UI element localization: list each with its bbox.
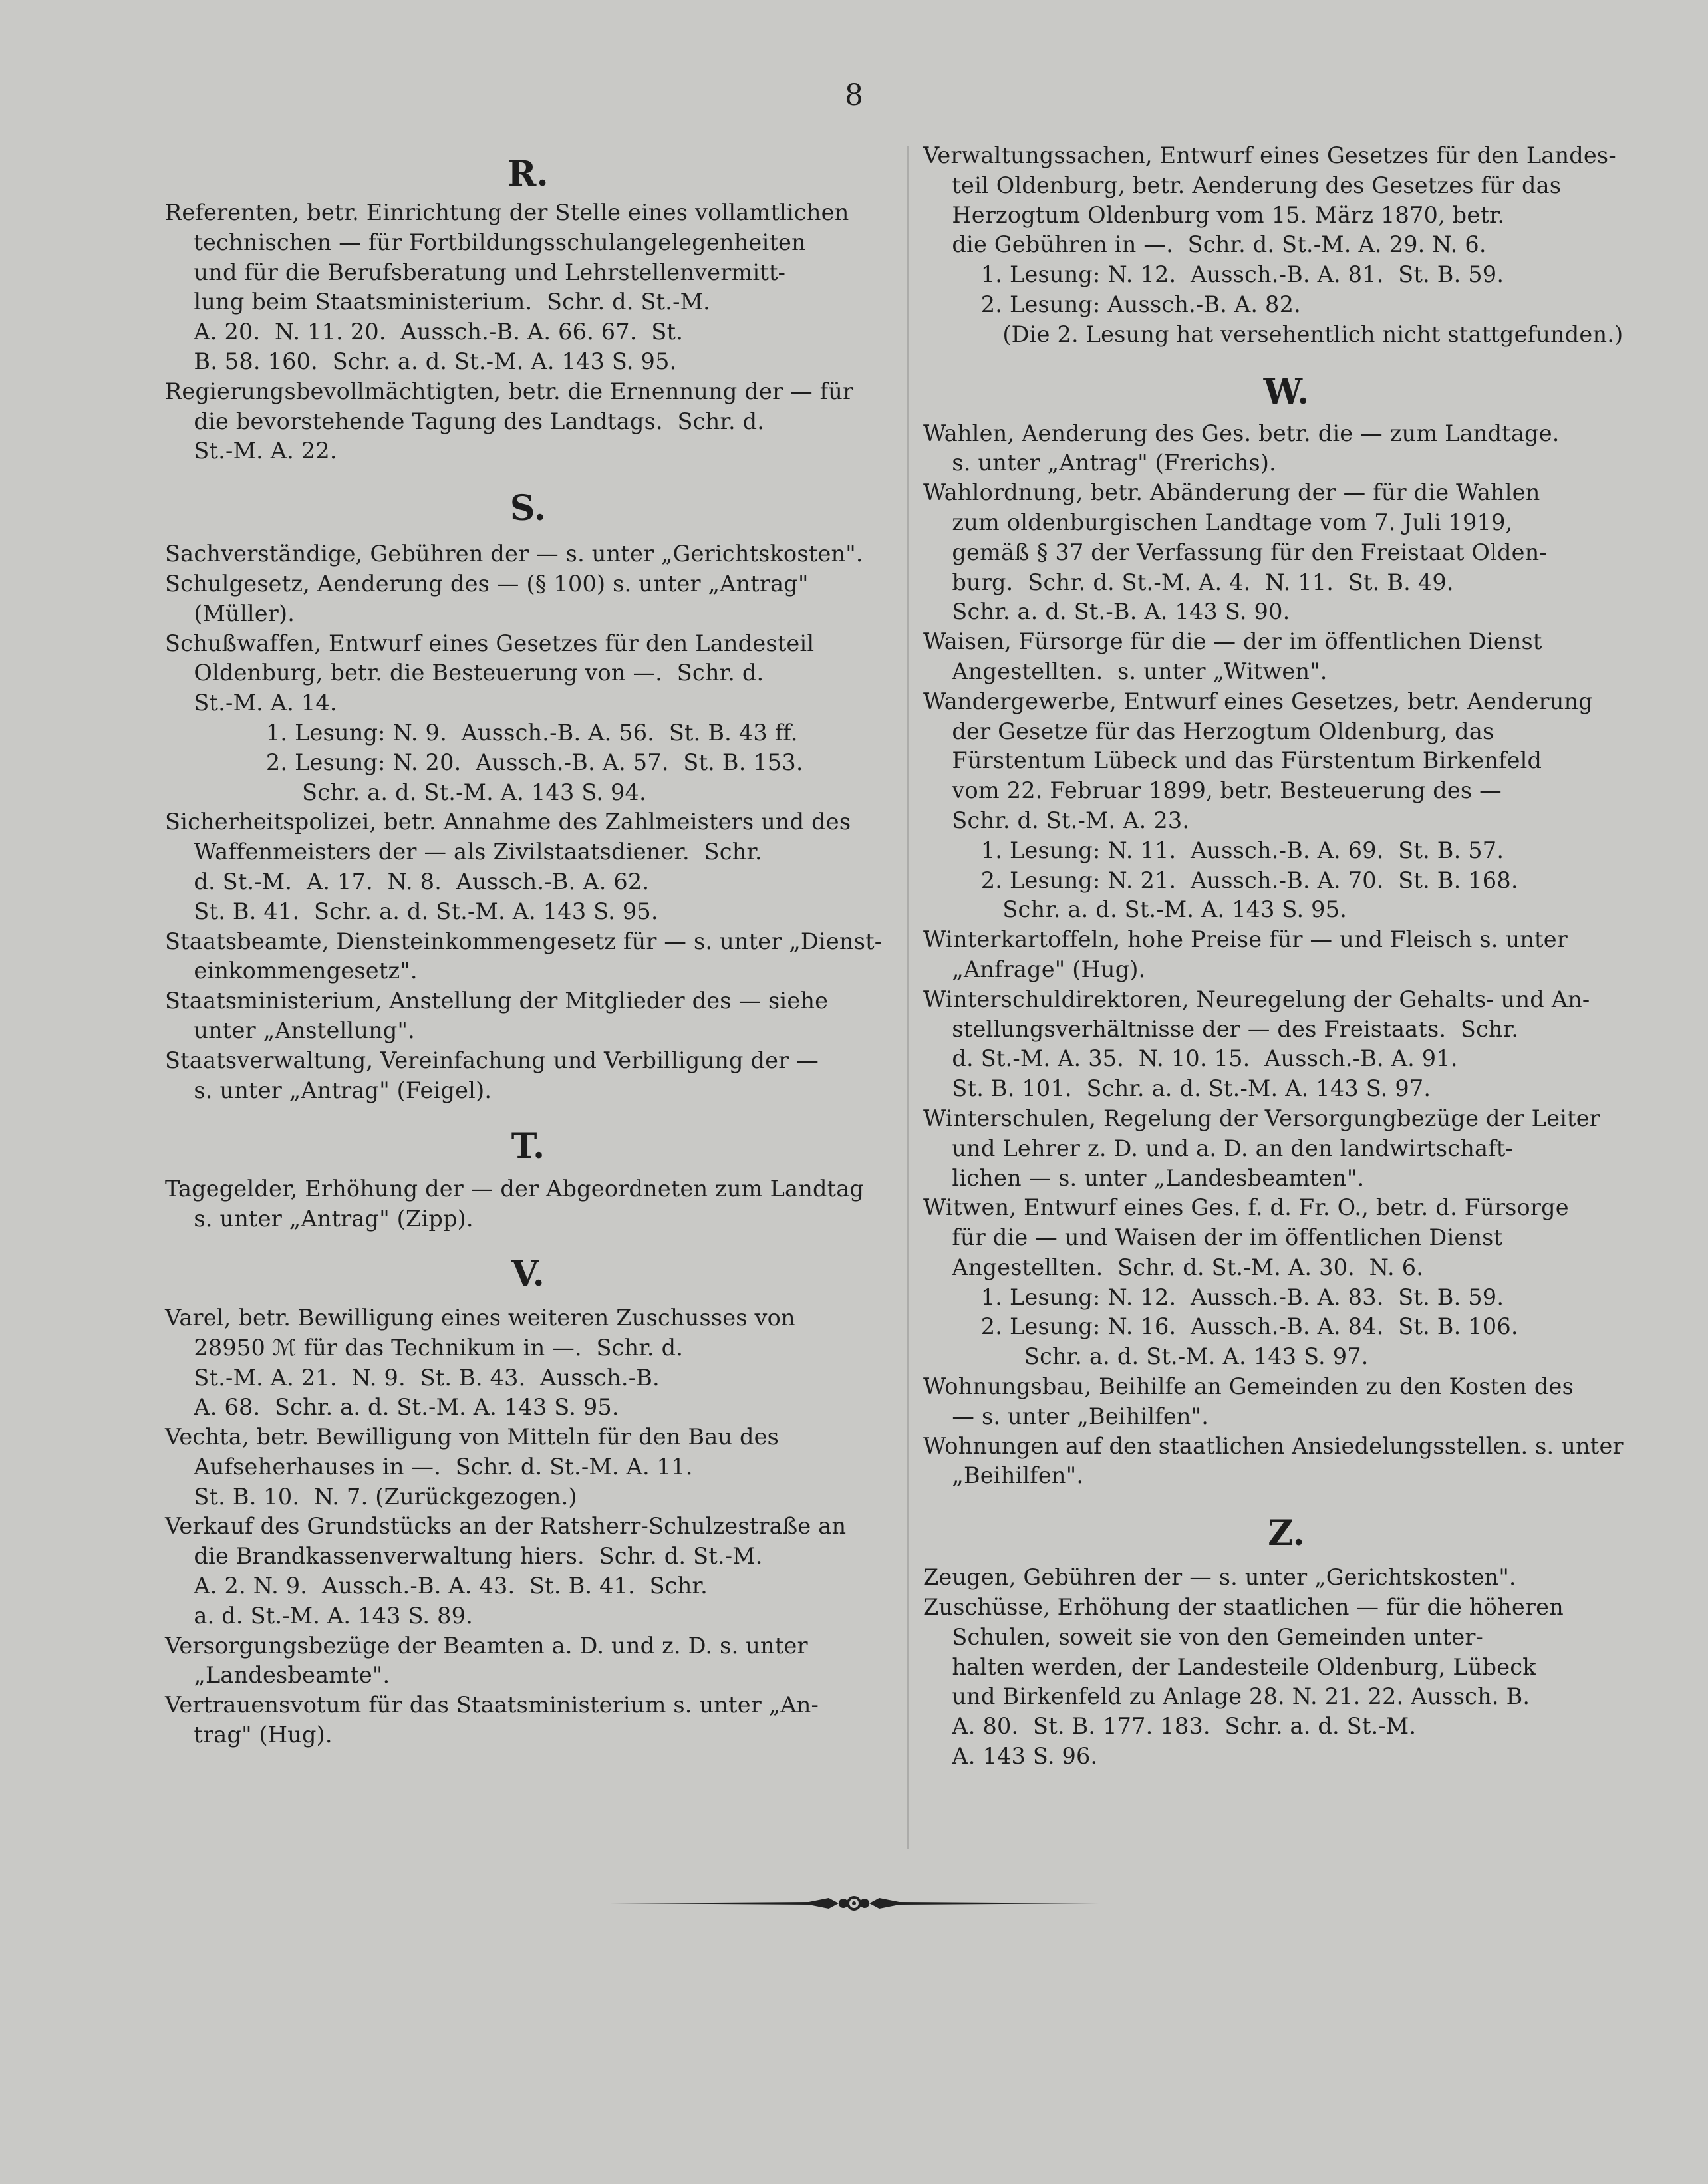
entry-line: trag" (Hug). <box>165 1722 333 1748</box>
entry-line: 2. Lesung: N. 16. Aussch.-B. A. 84. St. B. 106. <box>923 1313 1518 1340</box>
entry-line: Angestellten. Schr. d. St.-M. A. 30. N. 6. <box>923 1254 1424 1280</box>
left-column <box>165 141 891 1750</box>
entry-line: St. B. 41. Schr. a. d. St.-M. A. 143 S. 95. <box>165 898 658 924</box>
entry-line: die Gebühren in —. Schr. d. St.-M. A. 29. N. 6. <box>923 231 1487 258</box>
entry-line: lichen — s. unter „Landesbeamten". <box>923 1164 1365 1191</box>
entry-line: Versorgungsbezüge der Beamten a. D. und z. D. s. unter <box>165 1632 808 1659</box>
entry-line: Wohnungsbau, Beihilfe an Gemeinden zu den Kosten des <box>923 1373 1574 1400</box>
entry-line: a. d. St.-M. A. 143 S. 89. <box>165 1602 473 1629</box>
index-entry <box>165 629 891 808</box>
column-divider <box>907 146 909 1849</box>
page-number: 8 <box>845 78 863 112</box>
entry-line: und Birkenfeld zu Anlage 28. N. 21. 22. Aussch. B. <box>923 1683 1530 1710</box>
entry-line: 28950 ℳ für das Technikum in —. Schr. d. <box>165 1334 684 1361</box>
entry-line: Wandergewerbe, Entwurf eines Gesetzes, betr. Aenderung <box>923 688 1593 714</box>
entry-line: A. 143 S. 96. <box>923 1743 1098 1770</box>
entry-line: s. unter „Antrag" (Frerichs). <box>923 450 1276 476</box>
index-entry <box>165 539 891 569</box>
entry-line: Waisen, Fürsorge für die — der im öffentlichen Dienst <box>923 628 1542 655</box>
entry-line: Vechta, betr. Bewilligung von Mitteln für den Bau des <box>165 1424 780 1450</box>
entry-line: (Müller). <box>165 600 295 626</box>
entry-line: Winterschuldirektoren, Neuregelung der Gehalts- und An- <box>923 986 1590 1012</box>
entry-line: Schußwaffen, Entwurf eines Gesetzes für den Landesteil <box>165 630 815 656</box>
entry-line: Angestellten. s. unter „Witwen". <box>923 658 1328 684</box>
entry-line: Wahlordnung, betr. Abänderung der — für die Wahlen <box>923 479 1540 506</box>
entry-line: A. 20. N. 11. 20. Aussch.-B. A. 66. 67. St. <box>165 319 684 345</box>
entry-line: Wahlen, Aenderung des Ges. betr. die — zum Landtage. <box>923 420 1560 446</box>
entry-line: halten werden, der Landesteile Oldenburg, Lübeck <box>923 1653 1536 1680</box>
entry-line: der Gesetze für das Herzogtum Oldenburg, das <box>923 718 1494 744</box>
index-entry <box>923 925 1649 985</box>
entry-line: Schr. a. d. St.-M. A. 143 S. 95. <box>923 896 1348 923</box>
entry-line: 1. Lesung: N. 11. Aussch.-B. A. 69. St. B. 57. <box>923 837 1504 863</box>
entry-line: und Lehrer z. D. und a. D. an den landwirtschaft- <box>923 1135 1513 1161</box>
index-entry <box>923 1593 1649 1772</box>
entry-line: die Brandkassenverwaltung hiers. Schr. d. St.-M. <box>165 1543 763 1570</box>
index-entry <box>923 419 1649 479</box>
entry-line: d. St.-M. A. 17. N. 8. Aussch.-B. A. 62. <box>165 868 650 894</box>
entry-line: Aufseherhauses in —. Schr. d. St.-M. A. 11. <box>165 1453 693 1480</box>
index-entry <box>923 141 1649 350</box>
entry-line: Verkauf des Grundstücks an der Ratsherr-Schulzestraße an <box>165 1513 847 1540</box>
index-entry <box>923 1104 1649 1193</box>
entry-line: A. 68. Schr. a. d. St.-M. A. 143 S. 95. <box>165 1394 619 1421</box>
entry-line: 2. Lesung: N. 20. Aussch.-B. A. 57. St. B. 153. <box>165 749 803 775</box>
entry-line: Oldenburg, betr. die Besteuerung von —. Schr. d. <box>165 660 764 686</box>
footer-ornament <box>609 1891 1099 1915</box>
entry-line: Schulen, soweit sie von den Gemeinden unter- <box>923 1623 1484 1650</box>
entry-line: Vertrauensvotum für das Staatsministerium s. unter „An- <box>165 1692 819 1718</box>
entry-line: B. 58. 160. Schr. a. d. St.-M. A. 143 S. 95. <box>165 348 677 374</box>
entry-line: — s. unter „Beihilfen". <box>923 1403 1209 1429</box>
entry-line: Schulgesetz, Aenderung des — (§ 100) s. unter „Antrag" <box>165 570 809 597</box>
entry-line: 2. Lesung: N. 21. Aussch.-B. A. 70. St. B. 168. <box>923 867 1518 893</box>
entry-line: „Landesbeamte". <box>165 1662 390 1689</box>
index-entry <box>165 1512 891 1631</box>
section-letter-heading: R. <box>507 154 549 194</box>
entry-line: s. unter „Antrag" (Zipp). <box>165 1206 474 1232</box>
entry-line: St. B. 101. Schr. a. d. St.-M. A. 143 S. 97. <box>923 1075 1431 1102</box>
entry-line: „Anfrage" (Hug). <box>923 956 1146 982</box>
entry-line: 1. Lesung: N. 12. Aussch.-B. A. 83. St. B. 59. <box>923 1284 1504 1310</box>
entry-line: Verwaltungssachen, Entwurf eines Gesetzes für den Landes- <box>923 142 1616 168</box>
entry-line: technischen — für Fortbildungsschulangelegenheiten <box>165 229 806 255</box>
index-entry <box>165 1046 891 1106</box>
entry-line: Schr. a. d. St.-M. A. 143 S. 97. <box>923 1343 1369 1370</box>
entry-line: burg. Schr. d. St.-M. A. 4. N. 11. St. B. 49. <box>923 569 1454 595</box>
index-entry <box>923 985 1649 1104</box>
section-letter-heading: V. <box>511 1253 545 1294</box>
entry-line: Wohnungen auf den staatlichen Ansiedelungsstellen. s. unter <box>923 1433 1624 1459</box>
entry-line: zum oldenburgischen Landtage vom 7. Juli 1919, <box>923 509 1513 535</box>
section-letter-heading: T. <box>511 1126 545 1167</box>
entry-line: Fürstentum Lübeck und das Fürstentum Birkenfeld <box>923 748 1542 774</box>
section-letter-heading: Z. <box>1268 1513 1305 1554</box>
entry-line: Tagegelder, Erhöhung der — der Abgeordneten zum Landtag <box>165 1176 865 1202</box>
section-letter-heading: W. <box>1263 371 1310 412</box>
index-entry <box>923 478 1649 627</box>
index-entry <box>923 1372 1649 1432</box>
entry-line: St.-M. A. 14. <box>165 690 337 716</box>
entry-line: Staatsministerium, Anstellung der Mitglieder des — siehe <box>165 988 829 1014</box>
right-column <box>923 141 1649 1772</box>
entry-line: Zuschüsse, Erhöhung der staatlichen — für die höheren <box>923 1594 1564 1621</box>
entry-line: s. unter „Antrag" (Feigel). <box>165 1077 492 1103</box>
entry-line: Varel, betr. Bewilligung eines weiteren Zuschusses von <box>165 1304 795 1331</box>
entry-line: A. 80. St. B. 177. 183. Schr. a. d. St.-M. <box>923 1713 1417 1740</box>
entry-line: (Die 2. Lesung hat versehentlich nicht stattgefunden.) <box>923 321 1624 347</box>
entry-line: Schr. d. St.-M. A. 23. <box>923 807 1190 833</box>
entry-line: lung beim Staatsministerium. Schr. d. St.-M. <box>165 289 711 315</box>
entry-line: teil Oldenburg, betr. Aenderung des Gesetzes für das <box>923 172 1562 198</box>
index-entry <box>923 687 1649 925</box>
entry-line: A. 2. N. 9. Aussch.-B. A. 43. St. B. 41. Schr. <box>165 1573 708 1599</box>
entry-line: gemäß § 37 der Verfassung für den Freistaat Olden- <box>923 539 1547 565</box>
index-entry <box>165 1631 891 1691</box>
entry-line: Waffenmeisters der — als Zivilstaatsdiener. Schr. <box>165 839 762 865</box>
entry-line: unter „Anstellung". <box>165 1017 415 1043</box>
entry-line: Zeugen, Gebühren der — s. unter „Gerichtskosten". <box>923 1564 1516 1591</box>
index-entry <box>165 927 891 987</box>
entry-line: Sicherheitspolizei, betr. Annahme des Zahlmeisters und des <box>165 809 851 835</box>
entry-line: St.-M. A. 22. <box>165 438 337 464</box>
index-entry <box>165 807 891 926</box>
entry-line: d. St.-M. A. 35. N. 10. 15. Aussch.-B. A. 91. <box>923 1045 1458 1072</box>
entry-line: Witwen, Entwurf eines Ges. f. d. Fr. O., betr. d. Fürsorge <box>923 1194 1569 1221</box>
entry-line: 1. Lesung: N. 12. Aussch.-B. A. 81. St. B. 59. <box>923 261 1504 288</box>
index-entry <box>165 1174 891 1234</box>
entry-line: Referenten, betr. Einrichtung der Stelle eines vollamtlichen <box>165 200 849 225</box>
entry-line: stellungsverhältnisse der — des Freistaats. Schr. <box>923 1016 1519 1042</box>
entry-line: Schr. a. d. St.-M. A. 143 S. 94. <box>165 779 646 805</box>
index-entry <box>923 1193 1649 1372</box>
entry-line: Regierungsbevollmächtigten, betr. die Ernennung der — für <box>165 378 854 404</box>
index-entry <box>923 1563 1649 1593</box>
entry-line: Staatsverwaltung, Vereinfachung und Verbilligung der — <box>165 1047 819 1073</box>
index-entry <box>165 377 891 466</box>
entry-line: Staatsbeamte, Diensteinkommengesetz für — s. unter „Dienst- <box>165 928 883 954</box>
entry-line: die bevorstehende Tagung des Landtags. Schr. d. <box>165 408 765 434</box>
entry-line: „Beihilfen". <box>923 1462 1084 1489</box>
index-entry <box>165 198 891 377</box>
index-entry <box>165 1423 891 1512</box>
entry-line: St. B. 10. N. 7. (Zurückgezogen.) <box>165 1483 577 1510</box>
entry-line: Herzogtum Oldenburg vom 15. März 1870, betr. <box>923 202 1505 228</box>
entry-line: für die — und Waisen der im öffentlichen Dienst <box>923 1224 1503 1251</box>
entry-line: einkommengesetz". <box>165 958 418 984</box>
index-entry <box>165 1303 891 1423</box>
entry-line: und für die Berufsberatung und Lehrstellenvermitt- <box>165 259 786 285</box>
entry-line: 2. Lesung: Aussch.-B. A. 82. <box>923 291 1301 317</box>
entry-line: vom 22. Februar 1899, betr. Besteuerung des — <box>923 777 1502 804</box>
index-entry <box>165 1691 891 1750</box>
entry-line: 1. Lesung: N. 9. Aussch.-B. A. 56. St. B. 43 ff. <box>165 719 798 746</box>
index-entry <box>923 1432 1649 1492</box>
index-entry <box>165 569 891 629</box>
index-entry <box>165 986 891 1046</box>
entry-line: Sachverständige, Gebühren der — s. unter „Gerichtskosten". <box>165 541 863 567</box>
entry-line: Schr. a. d. St.-B. A. 143 S. 90. <box>923 599 1290 625</box>
index-entry <box>923 627 1649 687</box>
entry-line: Winterkartoffeln, hohe Preise für — und Fleisch s. unter <box>923 926 1568 953</box>
entry-line: St.-M. A. 21. N. 9. St. B. 43. Aussch.-B. <box>165 1364 660 1391</box>
entry-line: Winterschulen, Regelung der Versorgungbezüge der Leiter <box>923 1105 1600 1131</box>
section-letter-heading: S. <box>509 488 547 529</box>
